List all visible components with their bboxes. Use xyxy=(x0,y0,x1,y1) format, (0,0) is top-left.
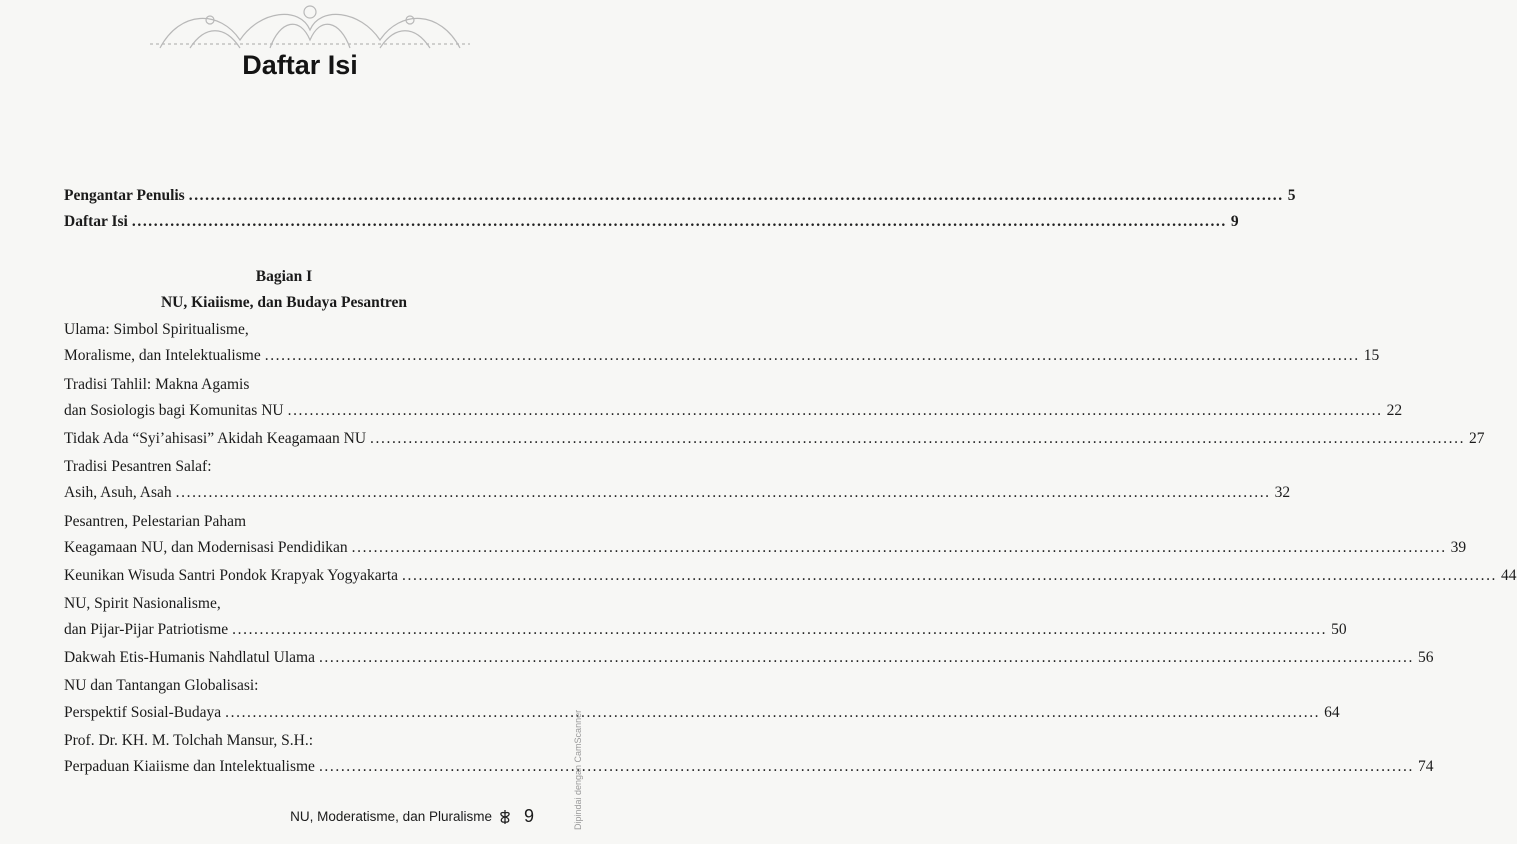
toc-page-number: 50 xyxy=(1331,621,1347,639)
page-number: 9 xyxy=(523,806,534,826)
leader-dots: ........................................................................................................................................................................................................ xyxy=(318,648,1414,666)
toc-entry-title: Pengantar Penulis xyxy=(64,187,185,204)
watermark-text: Dipindai dengan CamScanner xyxy=(573,709,583,830)
leader-dots: ........................................................................................................................................................................................................ xyxy=(232,621,1328,639)
leader-dots: ........................................................................................................................................................................................................ xyxy=(131,213,1227,230)
leader-dots: ........................................................................................................................................................................................................ xyxy=(351,539,1447,557)
leader-dots: ........................................................................................................................................................................................................ xyxy=(264,347,1360,365)
leader-dots: ........................................................................................................................................................................................................ xyxy=(287,402,1383,420)
toc-entry xyxy=(64,621,1347,639)
toc-entry-title: dan Sosiologis bagi Komunitas NU xyxy=(64,402,284,420)
toc-entry-title: dan Pijar-Pijar Patriotisme xyxy=(64,621,229,639)
toc-entry-title: Perpaduan Kiaiisme dan Intelektualisme xyxy=(64,758,315,776)
toc-entry-title: Tidak Ada “Syi’ahisasi” Akidah Keagamaan NU xyxy=(64,429,367,447)
toc-entry xyxy=(64,648,1434,666)
scanner-watermark xyxy=(573,690,587,830)
toc-entry xyxy=(64,187,1296,204)
toc-entry xyxy=(64,484,1291,502)
toc-page-number: 5 xyxy=(1287,187,1296,204)
toc-entry-line: Ulama: Simbol Spiritualisme, xyxy=(64,321,249,338)
fleuron-icon xyxy=(498,809,512,825)
toc-entry xyxy=(64,566,1517,584)
section-name-heading: NU, Kiaiisme, dan Budaya Pesantren xyxy=(160,294,408,311)
toc-entry xyxy=(64,402,1403,420)
toc-entry xyxy=(64,539,1467,557)
toc-entry-line: Prof. Dr. KH. M. Tolchah Mansur, S.H.: xyxy=(64,732,314,749)
toc-entry-title: Keunikan Wisuda Santri Pondok Krapyak Yogyakarta xyxy=(64,566,399,584)
toc-entry xyxy=(64,429,1485,447)
toc-entry xyxy=(64,347,1380,365)
toc-entry-line: NU dan Tantangan Globalisasi: xyxy=(64,677,259,695)
leader-dots: ........................................................................................................................................................................................................ xyxy=(175,484,1271,502)
toc-page-number: 22 xyxy=(1386,402,1403,420)
toc-entry-title: Moralisme, dan Intelektualisme xyxy=(64,347,261,365)
toc-entry-title: Perspektif Sosial-Budaya xyxy=(64,703,222,721)
toc-page-number: 56 xyxy=(1417,648,1434,666)
toc-page-number: 9 xyxy=(1230,213,1239,230)
toc-entry xyxy=(64,703,1340,721)
toc-page-number: 27 xyxy=(1469,429,1485,447)
leader-dots: ........................................................................................................................................................................................................ xyxy=(318,758,1414,776)
running-title: NU, Moderatisme, dan Pluralisme xyxy=(290,809,492,824)
toc-page-number: 44 xyxy=(1501,566,1517,584)
toc-entry-title: Daftar Isi xyxy=(64,213,128,230)
toc-entry-line: Tradisi Pesantren Salaf: xyxy=(64,458,212,475)
toc-entry-line: NU, Spirit Nasionalisme, xyxy=(64,595,221,612)
leader-dots: ........................................................................................................................................................................................................ xyxy=(225,703,1321,721)
toc-page-number: 74 xyxy=(1417,758,1434,776)
toc-entry xyxy=(64,213,1239,230)
toc-page-number: 32 xyxy=(1274,484,1291,502)
toc-page-number: 15 xyxy=(1363,347,1380,365)
toc-page-number: 39 xyxy=(1450,539,1467,557)
page-footer xyxy=(290,806,534,827)
leader-dots: ........................................................................................................................................................................................................ xyxy=(402,566,1498,584)
leader-dots: ........................................................................................................................................................................................................ xyxy=(188,187,1284,204)
toc-entry-title: Asih, Asuh, Asah xyxy=(64,484,172,502)
section-part-heading: Bagian I xyxy=(255,268,313,285)
leader-dots: ........................................................................................................................................................................................................ xyxy=(370,429,1466,447)
page-title: Daftar Isi xyxy=(242,50,358,80)
toc-entry-title: Dakwah Etis-Humanis Nahdlatul Ulama xyxy=(64,648,315,666)
toc-entry-line: Pesantren, Pelestarian Paham xyxy=(64,512,247,530)
toc-entry xyxy=(64,758,1434,776)
toc-entry-title: Keagamaan NU, dan Modernisasi Pendidikan xyxy=(64,539,348,557)
toc-page-number: 64 xyxy=(1324,703,1340,721)
toc-entry-line: Tradisi Tahlil: Makna Agamis xyxy=(64,375,250,393)
